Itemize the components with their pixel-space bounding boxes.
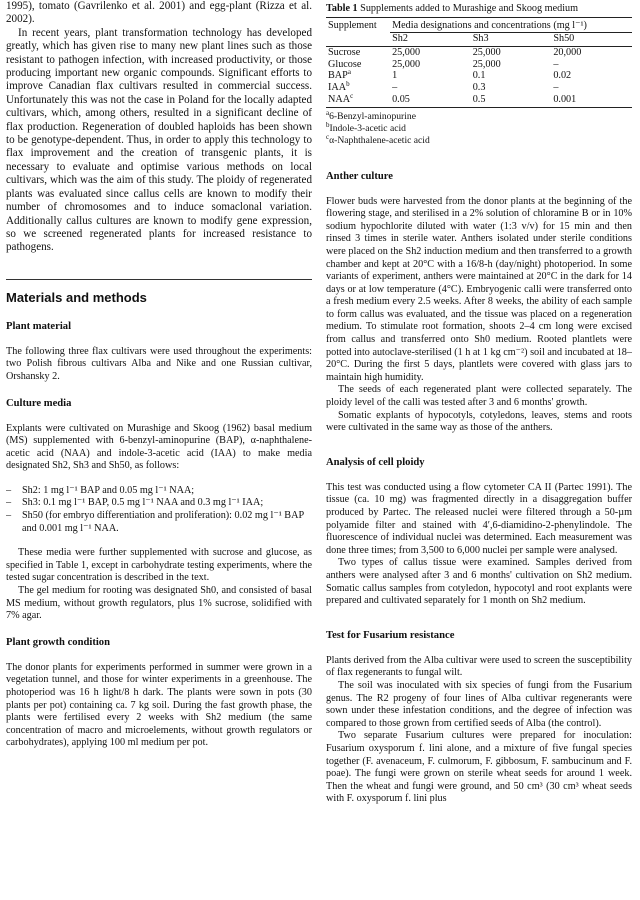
supplement-name-cell [326, 91, 390, 108]
intro-paragraph: In recent years, plant transformation technology has developed greatly, which has given rise to many new plant lines such as those resistant to pathogen infection, with increased productivity, or those producing important new organic compounds. Significant efforts to improve Canadian flax cultivars resulted in commercial success. Unfortunately this was not the case in Poland for the locally adapted cultivars, which, among others, resulted in a significant decline of flax production. Regeneration of doubled haploids has been shown to be genotype-dependent. Thus, in order to apply this technology to flax improvement and the creation of transgenic plants, it is necessary to evaluate and optimise various methods on local cultivars, which was the aim of this study. The ploidy of regenerated plants was evaluated since callus cells are known to modify their number of chromosomes and to induce somaclonal variation. Additionally callus cultures are known to modify gene expression, so we screened regenerated plants for increased resistance to pathogens. [6, 26, 312, 254]
media-sh3-header: Sh3 [471, 32, 552, 47]
table-number: Table 1 [326, 3, 358, 14]
footnote-marker: c [350, 91, 354, 100]
table-footnotes [326, 111, 632, 146]
ploidy-heading: Analysis of cell ploidy [326, 456, 425, 468]
supplement-name: IAA [328, 81, 347, 93]
value-cell-sh50: 20,000 [553, 47, 582, 59]
footnote-mark: a [326, 109, 330, 118]
methods-heading: Materials and methods [6, 289, 147, 305]
media-sh50-header: Sh50 [551, 32, 632, 47]
supplement-name-cell [326, 47, 390, 59]
supplement-name: Sucrose [328, 47, 361, 59]
list-item: – Sh2: 1 mg l⁻¹ BAP and 0.05 mg l⁻¹ NAA; [6, 485, 312, 498]
supplement-name: NAA [328, 93, 351, 105]
value-cell-sh2: – [392, 81, 398, 93]
supplement-name: Glucose [328, 58, 362, 70]
ploidy-text: This test was conducted using a flow cytometer CA II (Partec 1991). The tissue (ca. 10 mg) was fragmented directly in a disaggregation buffer produced by Partec. The released nuclei were filtered through a 50-µm polyamide filter and stained with 4′,6-diamidino-2-phenylindole. The fluorescence of individual nuclei was determined. Each measurement was done three times; from 3,500 to 6,000 nuclei per sample were analysed. [326, 481, 632, 556]
table-row [326, 82, 632, 94]
anther-culture-text: Flower buds were harvested from the donor plants at the beginning of the flowering stage, and sterilised in a 2% solution of chloramine B or in 10% sodium hypochlorite diluted with water (1:3 v/v) for 15 min and then rinsed 3 times in sterile water. Anthers isolated under sterile conditions were placed on the Sh2 induction medium and then transferred to a growth chamber and kept at 20°C with a 16/8-h (day/night) photoperiod. In some variants of experiment, anthers were maintained at 20°C in the dark for 14 days or at low temperature (4°C). Embryogenic calli were transferred onto a fresh medium every 2.5 weeks. After 8 weeks, the ability of each sample to form callus was evaluated, and the tissue was placed on a regeneration medium. To stimulate root formation, shoots 2–4 cm long were excised from callus and transferred onto Sh0 medium. Rooted plantlets were potted into autoclave-sterilised (1 h at 1 kg cm⁻²) soil and incubated at 18–20°C. During the first 5 days, plantlets were covered with glass jars to maintain high humidity. [326, 195, 632, 383]
seed-collection-text: The seeds of each regenerated plant were collected separately. The ploidy level of the calli was tested after 3 and 6 months' growth. [326, 384, 632, 409]
media-sh2-header: Sh2 [390, 32, 471, 47]
plant-material-text: The following three flax cultivars were used throughout the experiments: two Polish fibrous cultivars Alba and Nike and one Russian cultivar, Orshansky 2. [6, 345, 312, 382]
value-cell-sh3: 0.1 [472, 70, 486, 82]
fusarium-soil-text: The soil was inoculated with six species of fungi from the Fusarium genus. The R2 progeny of four lines of Alba cultivar regenerants were sown under these infestation conditions, and the degree of infection was compared to those grown from certified seeds of Alba (the control). [326, 679, 632, 729]
value-cell-sh50: 0.02 [553, 70, 572, 82]
value-cell-sh3: 0.5 [471, 94, 552, 108]
table-row [326, 94, 632, 108]
fusarium-heading: Test for Fusarium resistance [326, 629, 455, 641]
list-item: – Sh50 (for embryo differentiation and proliferation): 0.02 mg l⁻¹ BAP and 0.001 mg l⁻¹ NAA. [6, 510, 312, 535]
footnote [326, 120, 632, 135]
value-cell-sh2: 25,000 [392, 47, 421, 59]
value-cell-sh3: 0.3 [472, 81, 486, 93]
footnote-marker: a [347, 68, 351, 77]
list-item: – Sh3: 0.1 mg l⁻¹ BAP, 0.5 mg l⁻¹ NAA and 0.3 mg l⁻¹ IAA; [6, 497, 312, 510]
media-supplement-text: These media were further supplemented with sucrose and glucose, as specified in Table 1, except in carbohydrate testing experiments, where the tested sugar concentration is described in the text. [6, 547, 312, 584]
media-list [6, 485, 312, 535]
plant-material-heading: Plant material [6, 320, 72, 332]
table-caption [326, 3, 632, 14]
footnote-marker: b [346, 79, 350, 88]
right-column [326, 0, 632, 900]
table-caption-text: Supplements added to Murashige and Skoog medium [360, 3, 579, 14]
supplement-name-cell [326, 59, 390, 71]
culture-media-text: Explants were cultivated on Murashige and Skoog (1962) basal medium (MS) supplemented with 6-benzyl-aminopurine (BAP), α-naphthalene-acetic acid (NAA) and indole-3-acetic acid (IAA) to make media designated Sh2, Sh3 and Sh50, as follows: [6, 422, 312, 472]
value-cell-sh3: 25,000 [472, 58, 501, 70]
value-cell-sh2: 1 [392, 70, 398, 82]
supplement-header: Supplement [326, 18, 390, 47]
left-column [6, 0, 312, 900]
section-divider [6, 279, 312, 280]
fusarium-intro-text: Plants derived from the Alba cultivar were used to screen the susceptibility of flax regenerants to fungal wilt. [326, 654, 632, 679]
callus-types-text: Two types of callus tissue were examined. Samples derived from anthers were analysed after 3 and 6 months' cultivation on Sh2 medium. Somatic callus samples from cotyledon, hypocotyl and root explants were prepared and cultivated separately for 1 month on Sh2 medium. [326, 557, 632, 607]
anther-culture-heading: Anther culture [326, 170, 393, 182]
footnote-text: α-Naphthalene-acetic acid [329, 134, 430, 146]
supplement-name-cell [326, 70, 390, 82]
footnote [326, 132, 632, 147]
supplement-name: BAP [328, 70, 348, 82]
growth-condition-text: The donor plants for experiments performed in summer were grown in a vegetation tunnel, and those for winter experiments in a greenhouse. The photoperiod was 16 h light/8 h dark. The plants were sown in pots (30 plants per pot) containing ca. 7 kg soil. During the fast growth phase, the plants were fertilised every 2 weeks with Sh2 medium (the same concentration of macro and microelements, without growth regulators or carbohydrates), applying 100 ml medium per pot. [6, 661, 312, 749]
rooting-medium-text: The gel medium for rooting was designated Sh0, and consisted of basal MS medium, without growth regulators, plus 1% sucrose, solidified with 7% agar. [6, 585, 312, 622]
value-cell-sh2: 0.05 [390, 94, 471, 108]
table-row [326, 47, 632, 59]
supplements-table [326, 17, 632, 108]
table-row [326, 59, 632, 71]
table-header-row [326, 18, 632, 33]
footnote-mark: c [326, 132, 330, 141]
value-cell-sh50: 0.001 [551, 94, 632, 108]
value-cell-sh50: – [553, 58, 559, 70]
value-cell-sh2: 25,000 [392, 58, 421, 70]
value-cell-sh3: 25,000 [472, 47, 501, 59]
intro-continuation: 1995), tomato (Gavrilenko et al. 2001) and egg-plant (Rizza et al. 2002). [6, 0, 312, 26]
table-body [326, 47, 632, 108]
footnote-text: Indole-3-acetic acid [329, 122, 406, 134]
table-row [326, 70, 632, 82]
footnote-text: 6-Benzyl-aminopurine [329, 111, 416, 123]
somatic-explants-text: Somatic explants of hypocotyls, cotyledons, leaves, stems and roots were cultivated in the same way as those of the anthers. [326, 409, 632, 434]
footnote [326, 111, 632, 123]
culture-media-heading: Culture media [6, 397, 72, 409]
supplement-name-cell [326, 79, 390, 94]
fusarium-cultures-text: Two separate Fusarium cultures were prepared for inoculation: Fusarium oxysporum f. lini alone, and a mixture of five fungal species together (F. avenaceum, F. culmorum, F. gibbosum, F. sambucinum and F. poae). The fungi were grown on sterile wheat seeds for around 1 week. Then the wheat and fungi were ground, and 50 cm³ (30 cm³ wheat seeds with F. oxysporum f. lini plus [326, 730, 632, 805]
growth-condition-heading: Plant growth condition [6, 636, 110, 648]
media-header: Media designations and concentrations (mg l⁻¹) [390, 18, 632, 33]
footnote-mark: b [326, 120, 330, 129]
value-cell-sh50: – [553, 81, 559, 93]
